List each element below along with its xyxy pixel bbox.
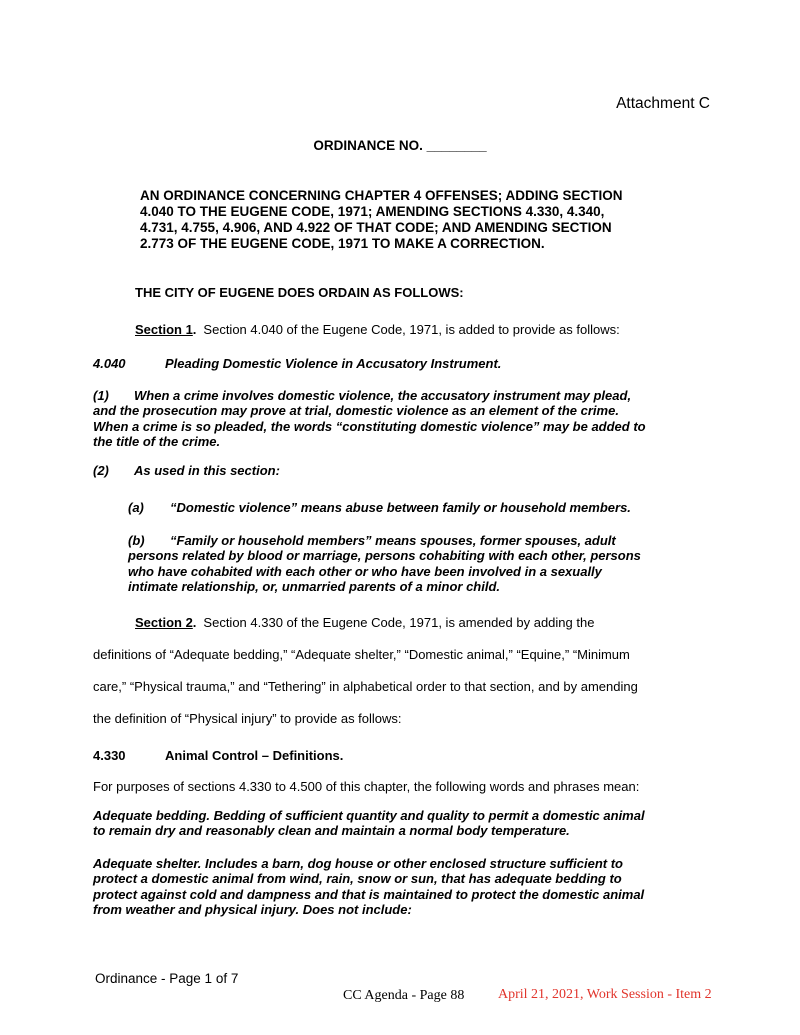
code-section-title: Pleading Domestic Violence in Accusatory Instrument. bbox=[165, 356, 502, 371]
section-2-label: Section 2 bbox=[135, 614, 193, 630]
attachment-label: Attachment C bbox=[616, 95, 710, 112]
footer-agenda-stamp: CC Agenda - Page 88 bbox=[343, 988, 465, 1003]
text-line: protect against cold and dampness and that is maintained to protect the domestic animal bbox=[93, 886, 645, 902]
section-2-paragraph bbox=[93, 607, 800, 735]
ordinance-preamble bbox=[140, 188, 800, 252]
text-line: AN ORDINANCE CONCERNING CHAPTER 4 OFFENSES; ADDING SECTION bbox=[140, 188, 623, 203]
text-line: from weather and physical injury. Does not include: bbox=[93, 902, 412, 917]
text-line: the title of the crime. bbox=[93, 434, 221, 449]
text-line: 4.040 TO THE EUGENE CODE, 1971; AMENDING SECTIONS 4.330, 4.340, bbox=[140, 204, 605, 219]
code-section-4330-heading bbox=[93, 748, 800, 764]
section-label-period: . bbox=[192, 322, 197, 337]
purpose-paragraph: For purposes of sections 4.330 to 4.500 of this chapter, the following words and phrases mean: bbox=[93, 778, 640, 794]
text-line: protect a domestic animal from wind, rain, snow or sun, that has adequate bedding to bbox=[93, 871, 622, 886]
subsection-2a-paragraph bbox=[128, 500, 800, 516]
ordain-clause: THE CITY OF EUGENE DOES ORDAIN AS FOLLOWS: bbox=[135, 285, 464, 300]
section-1-paragraph bbox=[135, 322, 800, 338]
code-section-4040-heading bbox=[93, 356, 800, 372]
subsection-1-paragraph bbox=[93, 388, 800, 450]
text-line: definitions of “Adequate bedding,” “Adequate shelter,” “Domestic animal,” “Equine,” “Minimum bbox=[93, 646, 630, 662]
footer-page-label: Ordinance - Page 1 of 7 bbox=[95, 971, 239, 986]
footer-session-stamp: April 21, 2021, Work Session - Item 2 bbox=[498, 987, 712, 1002]
text-line: who have cohabited with each other or who have been involved in a sexually bbox=[128, 563, 602, 579]
text-line: persons related by blood or marriage, persons cohabiting with each other, persons bbox=[128, 548, 641, 563]
text-line: to remain dry and reasonably clean and maintain a normal body temperature. bbox=[93, 823, 570, 838]
text-line: Adequate bedding. Bedding of sufficient quantity and quality to permit a domestic animal bbox=[93, 807, 645, 823]
list-letter: (a) bbox=[128, 500, 144, 515]
text-line: intimate relationship, or, unmarried parents of a minor child. bbox=[128, 579, 501, 594]
text-line: Adequate shelter. Includes a barn, dog house or other enclosed structure sufficient to bbox=[93, 855, 623, 871]
subsection-2-paragraph bbox=[93, 463, 800, 479]
list-letter: (b) bbox=[128, 532, 145, 548]
ordinance-number-title: ORDINANCE NO. ________ bbox=[313, 138, 487, 153]
text-line: When a crime is so pleaded, the words “constituting domestic violence” may be added to bbox=[93, 418, 646, 434]
text-line: and the prosecution may prove at trial, domestic violence as an element of the crime. bbox=[93, 403, 619, 418]
text-segment: As used in this section: bbox=[134, 462, 280, 478]
text-line: care,” “Physical trauma,” and “Tethering” in alphabetical order to that section, and by amending bbox=[93, 678, 638, 694]
text-segment: “Family or household members” means spouses, former spouses, adult bbox=[170, 532, 616, 548]
text-line: the definition of “Physical injury” to provide as follows: bbox=[93, 710, 402, 726]
list-number: (1) bbox=[93, 387, 109, 403]
text-line bbox=[93, 388, 800, 404]
definition-adequate-shelter bbox=[93, 856, 800, 918]
text-line: 2.773 OF THE EUGENE CODE, 1971 TO MAKE A CORRECTION. bbox=[140, 236, 545, 251]
text-segment: “Domestic violence” means abuse between family or household members. bbox=[170, 500, 631, 515]
text-segment: Section 4.330 of the Eugene Code, 1971, is amended by adding the bbox=[203, 614, 595, 630]
text-segment: When a crime involves domestic violence, the accusatory instrument may plead, bbox=[134, 387, 632, 403]
text-line: 4.731, 4.755, 4.906, AND 4.922 OF THAT CODE; AND AMENDING SECTION bbox=[140, 220, 612, 235]
code-section-number: 4.330 bbox=[93, 747, 126, 763]
text-line bbox=[128, 533, 800, 549]
definition-adequate-bedding bbox=[93, 808, 800, 839]
text-line bbox=[93, 607, 800, 639]
list-number: (2) bbox=[93, 462, 109, 478]
code-section-number: 4.040 bbox=[93, 356, 126, 371]
section-1-label: Section 1 bbox=[135, 322, 193, 337]
code-section-title: Animal Control – Definitions. bbox=[165, 747, 344, 763]
section-1-text: Section 4.040 of the Eugene Code, 1971, is added to provide as follows: bbox=[203, 322, 620, 337]
section-label-period: . bbox=[192, 614, 197, 630]
subsection-2b-paragraph bbox=[128, 533, 800, 595]
